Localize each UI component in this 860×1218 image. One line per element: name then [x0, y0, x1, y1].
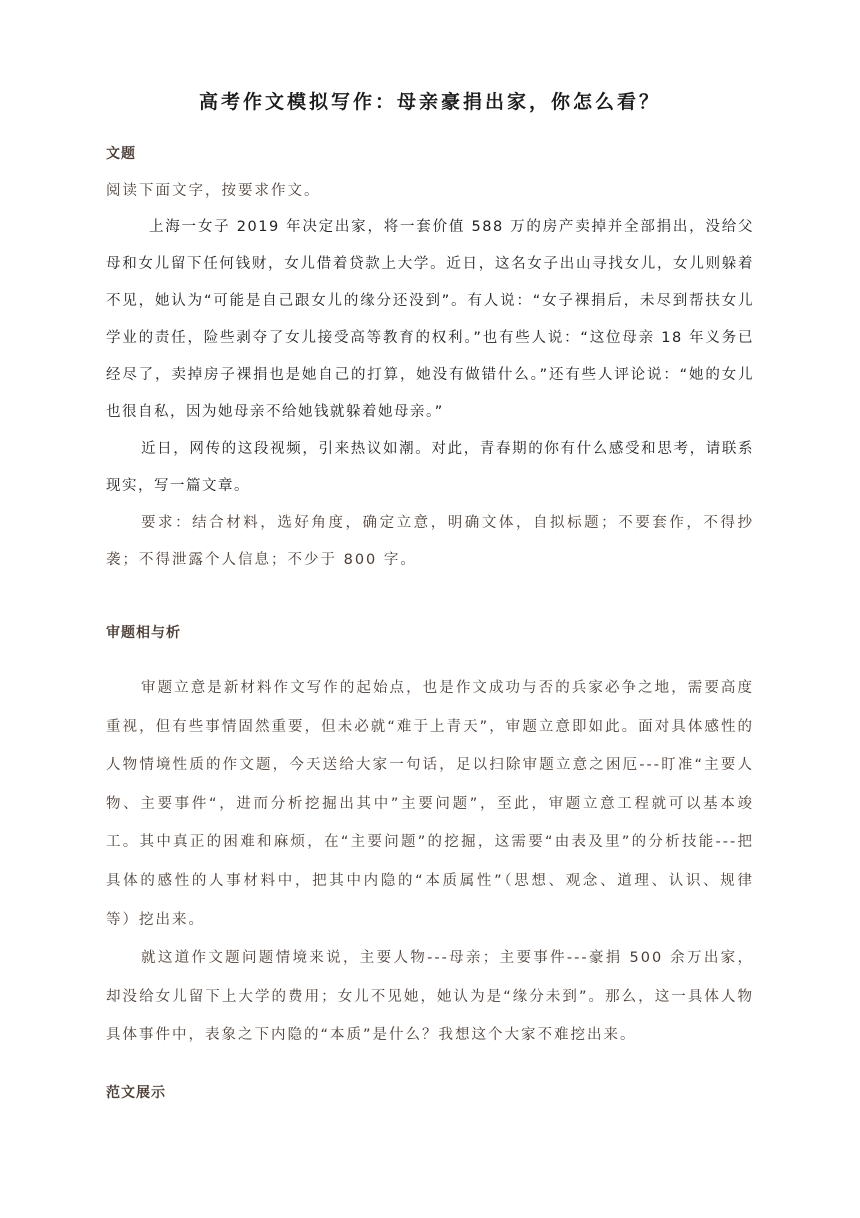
prompt-instruction: 阅读下面文字，按要求作文。: [106, 183, 321, 199]
prompt-material: 上海一女子 2019 年决定出家，将一套价值 588 万的房产卖掉并全部捐出，没给父母和女儿留下任何钱财，女儿借着贷款上大学。近日，这名女子出山寻找女儿，女儿则躲着不见，她认为“可能是自己跟女儿的缘分还没到”。有人说：“女子裸捐后，未尽到帮扶女儿学业的责任，险些剥夺了女儿接受高等教育的权利。”也有些人说：“这位母亲 18 年义务已经尽了，卖掉房子裸捐也是她自己的打算，她没有做错什么。”还有些人评论说：“她的女儿也很自私，因为她母亲不给她钱就躲着她母亲。”: [106, 219, 754, 420]
prompt-task: 近日，网传的这段视频，引来热议如潮。对此，青春期的你有什么感受和思考，请联系现实，写一篇文章。: [106, 441, 754, 494]
prompt-requirements: 要求：结合材料，选好角度，确定立意，明确文体，自拟标题；不要套作，不得抄袭；不得泄露个人信息；不少于 800 字。: [106, 515, 754, 568]
page-title: 高考作文模拟写作：母亲豪捐出家，你怎么看？: [198, 91, 661, 113]
analysis-heading: 审题相与析: [106, 625, 181, 641]
prompt-heading: 文题: [106, 146, 136, 162]
analysis-paragraph-1: 审题立意是新材料作文写作的起始点，也是作文成功与否的兵家必争之地，需要高度重视，但有些事情固然重要，但未必就“难于上青天”，审题立意即如此。面对具体感性的人物情境性质的作文题，今天送给大家一句话，足以扫除审题立意之困厄---盯准“主要人物、主要事件“，进而分析挖掘出其中”主要问题”，至此，审题立意工程就可以基本竣工。其中真正的困难和麻烦，在“主要问题”的挖掘，这需要“由表及里”的分析技能---把具体的感性的人事材料中，把其中内隐的“本质属性”（思想、观念、道理、认识、规律 等）挖出来。: [106, 680, 754, 928]
sample-heading: 范文展示: [106, 1085, 166, 1101]
analysis-paragraph-2: 就这道作文题问题情境来说，主要人物---母亲；主要事件---豪捐 500 余万出家，却没给女儿留下上大学的费用；女儿不见她，她认为是“缘分未到”。那么，这一具体人物具体事件中，表象之下内隐的“本质”是什么？我想这个大家不难挖出来。: [106, 950, 754, 1044]
